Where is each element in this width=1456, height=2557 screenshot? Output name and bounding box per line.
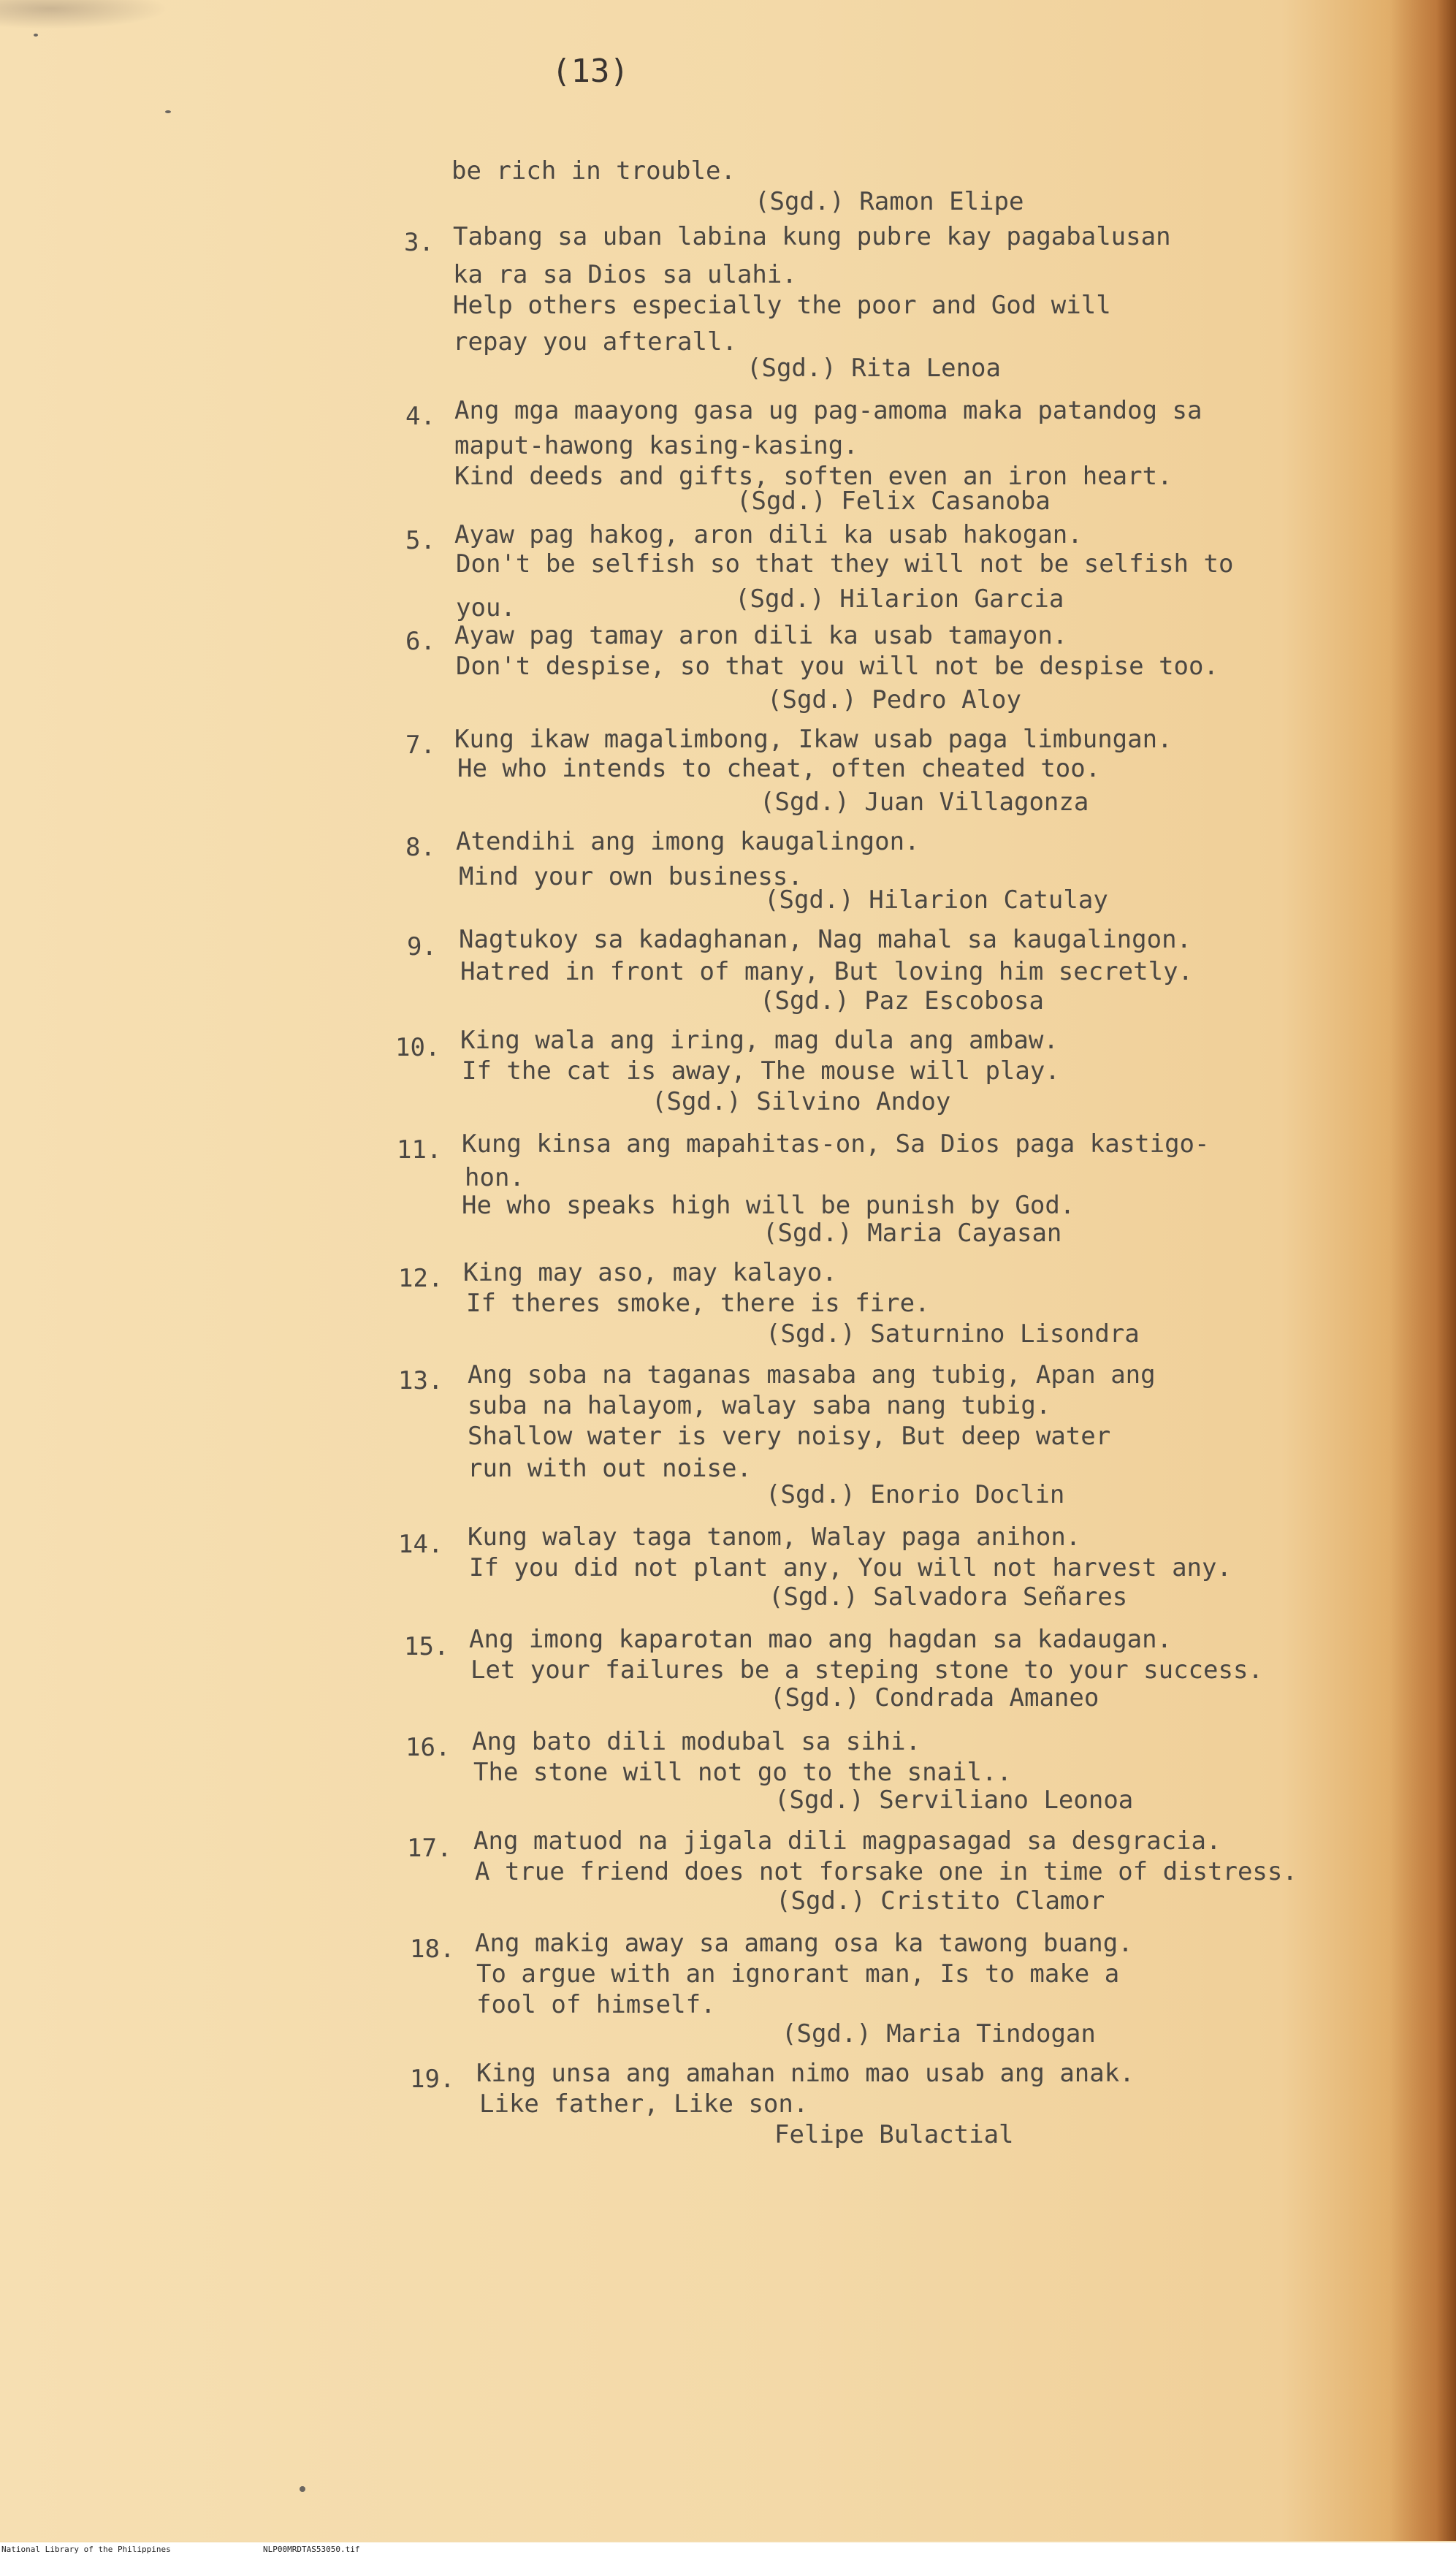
entry-line: The stone will not go to the snail..: [473, 1758, 1012, 1787]
entry-number: 10.: [395, 1033, 441, 1062]
entry-number: 16.: [405, 1733, 451, 1762]
entry-line: Mind your own business.: [459, 862, 803, 891]
entry-number: 19.: [410, 2065, 455, 2094]
page-number: (13): [552, 53, 629, 90]
entry-signature: (Sgd.) Paz Escobosa: [760, 986, 1044, 1015]
entry-line: fool of himself.: [476, 1990, 716, 2019]
footer-filename: NLP00MRDTAS53050.tif: [263, 2545, 360, 2554]
entry-line: Help others especially the poor and God will: [453, 291, 1111, 320]
speck: [34, 34, 38, 37]
opening-signature: (Sgd.) Ramon Elipe: [755, 187, 1024, 216]
entry-signature: (Sgd.) Pedro Aloy: [767, 685, 1021, 714]
entry-number: 13.: [398, 1366, 443, 1395]
entry-line: maput-hawong kasing-kasing.: [454, 431, 858, 460]
entry-line: Kung ikaw magalimbong, Ikaw usab paga limbungan.: [454, 725, 1173, 754]
entry-line: King unsa ang amahan nimo mao usab ang anak.: [476, 2059, 1135, 2088]
entry-number: 7.: [405, 731, 435, 760]
entry-number: 4.: [405, 402, 435, 431]
entry-signature: (Sgd.) Felix Casanoba: [736, 487, 1051, 516]
entry-signature: (Sgd.) Hilarion Garcia: [735, 584, 1064, 614]
entry-line: Atendihi ang imong kaugalingon.: [456, 827, 920, 856]
entry-line: Ang bato dili modubal sa sihi.: [472, 1727, 921, 1756]
entry-line: ka ra sa Dios sa ulahi.: [453, 260, 797, 289]
entry-line: Ayaw pag tamay aron dili ka usab tamayon.: [454, 621, 1068, 650]
entry-line: Nagtukoy sa kadaghanan, Nag mahal sa kaugalingon.: [459, 925, 1192, 954]
entry-line: you.: [456, 593, 516, 622]
opening-line: be rich in trouble.: [451, 156, 736, 186]
entry-line: King may aso, may kalayo.: [463, 1258, 837, 1287]
entry-line: Hatred in front of many, But loving him secretly.: [460, 957, 1194, 986]
entry-signature: (Sgd.) Saturnino Lisondra: [766, 1319, 1140, 1349]
entry-line: King wala ang iring, mag dula ang ambaw.: [460, 1026, 1059, 1055]
entry-line: Ang imong kaparotan mao ang hagdan sa kadaugan.: [469, 1625, 1173, 1654]
entry-signature: (Sgd.) Condrada Amaneo: [770, 1683, 1099, 1712]
entry-line: If the cat is away, The mouse will play.: [462, 1056, 1060, 1086]
entry-line: Don't be selfish so that they will not be selfish to: [456, 549, 1234, 579]
entry-line: Ang mga maayong gasa ug pag-amoma maka patandog sa: [454, 396, 1202, 425]
entry-line: Tabang sa uban labina kung pubre kay pagabalusan: [453, 222, 1171, 251]
entry-signature: (Sgd.) Rita Lenoa: [747, 354, 1001, 383]
entry-line: He who speaks high will be punish by God.: [462, 1191, 1075, 1220]
entry-signature: (Sgd.) Silvino Andoy: [652, 1087, 951, 1116]
entry-number: 8.: [405, 833, 435, 862]
paper-edge-shading: [1390, 0, 1456, 2541]
entry-line: Ang soba na taganas masaba ang tubig, Apan ang: [468, 1360, 1156, 1390]
entry-line: Kung walay taga tanom, Walay paga anihon.: [468, 1523, 1081, 1552]
entry-number: 5.: [405, 526, 435, 555]
entry-signature: (Sgd.) Maria Cayasan: [763, 1219, 1062, 1248]
entry-line: If you did not plant any, You will not harvest any.: [469, 1553, 1232, 1582]
entry-line: repay you afterall.: [453, 327, 737, 357]
entry-number: 12.: [398, 1264, 443, 1293]
entry-line: Like father, Like son.: [479, 2089, 809, 2119]
entry-line: Kind deeds and gifts, soften even an iron heart.: [454, 462, 1173, 491]
entry-signature: (Sgd.) Hilarion Catulay: [764, 885, 1108, 915]
entry-signature: (Sgd.) Serviliano Leonoa: [774, 1786, 1134, 1815]
entry-line: Kung kinsa ang mapahitas-on, Sa Dios paga kastigo-: [462, 1129, 1210, 1159]
entry-number: 3.: [404, 228, 434, 257]
entry-line: Ang makig away sa amang osa ka tawong buang.: [475, 1929, 1133, 1958]
entry-line: run with out noise.: [468, 1454, 752, 1483]
entry-signature: (Sgd.) Juan Villagonza: [760, 788, 1089, 817]
entry-line: A true friend does not forsake one in time of distress.: [475, 1857, 1297, 1886]
entry-number: 17.: [407, 1834, 452, 1863]
entry-signature: Felipe Bulactial: [774, 2120, 1014, 2149]
entry-signature: (Sgd.) Enorio Doclin: [766, 1480, 1065, 1509]
entry-line: Ang matuod na jigala dili magpasagad sa desgracia.: [473, 1826, 1221, 1856]
entry-line: If theres smoke, there is fire.: [466, 1289, 930, 1318]
speck: [165, 110, 171, 113]
entry-signature: (Sgd.) Cristito Clamor: [776, 1886, 1105, 1916]
entry-line: hon.: [465, 1163, 525, 1192]
entry-line: To argue with an ignorant man, Is to make a: [476, 1959, 1120, 1989]
entry-number: 15.: [404, 1632, 449, 1661]
entry-line: He who intends to cheat, often cheated too.: [457, 754, 1101, 783]
entry-number: 11.: [397, 1135, 442, 1165]
corner-smudge: [0, 0, 168, 29]
entry-line: Shallow water is very noisy, But deep water: [468, 1422, 1111, 1451]
entry-signature: (Sgd.) Salvadora Señares: [769, 1582, 1128, 1612]
entry-line: Don't despise, so that you will not be despise too.: [456, 652, 1219, 681]
entry-signature: (Sgd.) Maria Tindogan: [782, 2019, 1096, 2049]
entry-number: 14.: [398, 1530, 443, 1559]
entry-number: 18.: [410, 1935, 455, 1964]
entry-line: Let your failures be a steping stone to your success.: [470, 1655, 1263, 1685]
entry-line: Ayaw pag hakog, aron dili ka usab hakogan.: [454, 520, 1083, 549]
scan-footer: [0, 2542, 1456, 2557]
entry-number: 9.: [407, 932, 437, 961]
entry-line: suba na halayom, walay saba nang tubig.: [468, 1391, 1051, 1420]
entry-number: 6.: [405, 627, 435, 656]
footer-institution: National Library of the Philippines: [1, 2545, 171, 2554]
speck: [300, 2486, 305, 2492]
